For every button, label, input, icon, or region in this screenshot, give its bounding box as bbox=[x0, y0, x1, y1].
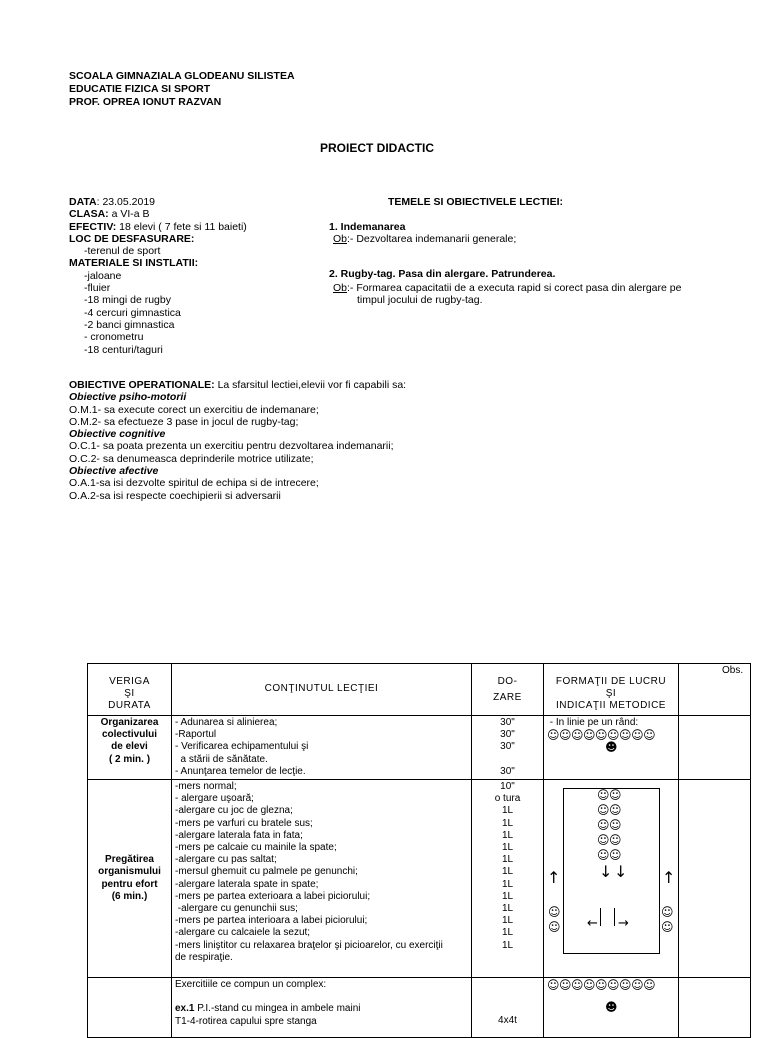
dozare-line bbox=[475, 754, 540, 766]
objective-oa1: O.A.1-sa isi dezvolte spiritul de echipa si de intrecere; bbox=[69, 477, 319, 490]
header-line: INDICAŢII METODICE bbox=[556, 700, 666, 712]
cognitive-title: Obiective cognitive bbox=[69, 428, 166, 441]
objective-oc2: O.C.2- sa denumeasca deprinderile motrice utilizate; bbox=[69, 452, 314, 465]
obs-cell bbox=[679, 780, 751, 978]
running-track-diagram bbox=[544, 780, 678, 976]
teacher-name: PROF. OPREA IONUT RAZVAN bbox=[69, 96, 222, 108]
date-value: : 23.05.2019 bbox=[96, 196, 155, 208]
content-line: -alergare cu joc de glezna; bbox=[175, 805, 293, 817]
content-line: a stării de sănătate. bbox=[175, 753, 268, 765]
header-line: DO- bbox=[497, 676, 518, 687]
dozare-line: 1L bbox=[501, 903, 514, 915]
materials-label: MATERIALE SI INSTLATII: bbox=[69, 257, 199, 270]
material-item: - cronometru bbox=[84, 331, 144, 344]
theme-1-title: 1. Indemanarea bbox=[329, 221, 406, 233]
dozare-line: 10" bbox=[500, 781, 515, 793]
students-label: EFECTIV: bbox=[69, 220, 117, 233]
dozare-line: 30" bbox=[500, 765, 515, 777]
content-line bbox=[175, 991, 468, 1003]
dozare-complex bbox=[472, 978, 544, 1038]
header-obs bbox=[679, 664, 751, 716]
objective-om2: O.M.2- sa efectueze 3 pase in jocul de rugby-tag; bbox=[69, 415, 299, 428]
lesson-info bbox=[69, 196, 247, 356]
content-line: - alergare uşoară; bbox=[175, 793, 254, 805]
arrow-down-icon: ↓ bbox=[599, 862, 613, 882]
dozare-line: 1L bbox=[501, 829, 514, 841]
content-line: - Anunţarea temelor de lecţie. bbox=[175, 765, 306, 777]
formatii-complex bbox=[544, 978, 679, 1038]
header-line: FORMAŢII DE LUCRU bbox=[555, 676, 667, 687]
content-pregatire bbox=[172, 780, 472, 978]
header-line: ŞI bbox=[605, 688, 617, 700]
content-line: -alergare cu pas saltat; bbox=[175, 854, 277, 866]
content-line: -mers pe partea interioara a labei piciorului; bbox=[175, 915, 368, 927]
content-line: de respiraţie. bbox=[175, 951, 233, 963]
lesson-table bbox=[87, 663, 751, 1038]
student-pair: ☺☺ bbox=[597, 818, 622, 833]
formatii-pregatire bbox=[544, 780, 679, 978]
objective-label: Ob bbox=[333, 233, 348, 245]
objective-oc1: O.C.1- sa poata prezenta un exercitiu pentru dezvoltarea indemanarii; bbox=[69, 440, 394, 453]
dozare-pregatire bbox=[472, 780, 544, 978]
dozare-line: 30" bbox=[500, 729, 515, 741]
teacher-icon: ☻ bbox=[604, 740, 617, 755]
page-title: PROIECT DIDACTIC bbox=[320, 141, 434, 155]
dozare-line: o tura bbox=[494, 793, 521, 805]
dozare-organizare bbox=[472, 716, 544, 780]
dozare-line: 1L bbox=[501, 890, 514, 902]
theme-2-objective-cont: timpul jocului de rugby-tag. bbox=[357, 294, 483, 306]
arrow-down-icon: ↓ bbox=[614, 862, 628, 882]
header-continut: CONŢINUTUL LECŢIEI bbox=[172, 664, 472, 716]
content-line: - Adunarea si alinierea; bbox=[175, 717, 278, 728]
material-item: -18 centuri/taguri bbox=[84, 343, 163, 356]
school-name: SCOALA GIMNAZIALA GLODEANU SILISTEA bbox=[69, 70, 295, 82]
veriga-line: Organizarea bbox=[100, 717, 159, 728]
objectives-intro: La sfarsitul lectiei,elevii vor fi capabili sa: bbox=[214, 379, 407, 391]
formation-text: - In linie pe un rând: bbox=[547, 717, 639, 728]
theme-2-title: 2. Rugby-tag. Pasa din alergare. Patrunderea. bbox=[329, 268, 556, 280]
operational-objectives bbox=[69, 379, 406, 502]
student-icon: ☺ bbox=[548, 905, 561, 920]
date-label: DATA bbox=[69, 196, 97, 208]
location-label: LOC DE DESFASURARE: bbox=[69, 232, 195, 245]
table-header-row bbox=[88, 664, 751, 716]
teacher-icon: ☻ bbox=[604, 1000, 617, 1015]
content-line: -mers pe varfuri cu bratele sus; bbox=[175, 817, 313, 829]
objective-text: :- Formarea capacitatii de a executa rapid si corect pasa din alergare pe bbox=[347, 282, 682, 294]
content-line: Exercitiile ce compun un complex: bbox=[175, 979, 327, 991]
obs-cell bbox=[679, 716, 751, 780]
subject-name: EDUCATIE FIZICA SI SPORT bbox=[69, 83, 211, 95]
location-value: -terenul de sport bbox=[84, 245, 161, 258]
header-line: DURATA bbox=[108, 700, 151, 712]
affective-title: Obiective afective bbox=[69, 465, 159, 478]
objective-text: :- Dezvoltarea indemanarii generale; bbox=[347, 233, 517, 245]
dozare-line: 1L bbox=[501, 805, 514, 817]
dozare-line: 1L bbox=[501, 915, 514, 927]
header-veriga bbox=[88, 664, 172, 716]
dozare-line: 1L bbox=[501, 842, 514, 854]
objective-om1: O.M.1- sa execute corect un exercitiu de indemanare; bbox=[69, 403, 319, 416]
student-pair: ☺☺ bbox=[597, 803, 622, 818]
student-line-formation: ☺☺☺☺☺☺☺☺☺ bbox=[547, 728, 656, 743]
content-line: -alergare laterala fata in fata; bbox=[175, 829, 303, 841]
divider-line bbox=[600, 908, 601, 926]
material-item: -2 banci gimnastica bbox=[84, 318, 175, 331]
dozare-line: 1L bbox=[501, 866, 514, 878]
content-line: -mers normal; bbox=[175, 781, 237, 793]
student-icon: ☺ bbox=[661, 905, 674, 920]
veriga-line: pentru efort bbox=[101, 878, 158, 890]
material-item: -4 cercuri gimnastica bbox=[84, 306, 181, 319]
formatii-organizare bbox=[544, 716, 679, 780]
content-line: -alergare cu genunchii sus; bbox=[175, 903, 298, 915]
arrow-up-icon: ↑ bbox=[547, 868, 561, 888]
table-row bbox=[88, 716, 751, 780]
content-line: -Raportul bbox=[175, 729, 217, 741]
veriga-cell bbox=[88, 978, 172, 1038]
material-item: -18 mingi de rugby bbox=[84, 294, 171, 307]
student-pair: ☺☺ bbox=[597, 848, 622, 863]
material-item: -jaloane bbox=[84, 269, 122, 282]
header-dozare bbox=[472, 664, 544, 716]
objectives-label: OBIECTIVE OPERATIONALE: bbox=[69, 379, 215, 391]
content-line: -mers pe calcaie cu mainile la spate; bbox=[175, 842, 337, 854]
exercise-text: P.I.-stand cu mingea in ambele maini bbox=[194, 1003, 361, 1015]
student-pair: ☺☺ bbox=[597, 833, 622, 848]
objective-label: Ob bbox=[333, 282, 348, 294]
dozare-line: 1L bbox=[501, 927, 514, 939]
veriga-line: Pregătirea bbox=[105, 854, 154, 866]
theme-2-objective bbox=[333, 282, 681, 294]
material-item: -fluier bbox=[84, 282, 111, 295]
dozare-line: 1L bbox=[501, 854, 514, 866]
divider-line bbox=[614, 908, 615, 926]
arrow-up-icon: ↑ bbox=[662, 868, 676, 888]
header-line: ZARE bbox=[493, 692, 522, 704]
student-pair: ☺☺ bbox=[597, 788, 622, 803]
exercise-label: ex.1 bbox=[175, 1003, 195, 1015]
content-line: T1-4-rotirea capului spre stanga bbox=[175, 1015, 317, 1027]
table-row bbox=[88, 978, 751, 1038]
content-line: -alergare cu calcaiele la sezut; bbox=[175, 927, 311, 939]
header-formatii bbox=[544, 664, 679, 716]
table-row bbox=[88, 780, 751, 978]
content-line: -mersul ghemuit cu palmele pe genunchi; bbox=[175, 866, 358, 878]
dozare-line: 1L bbox=[501, 817, 514, 829]
header-line: VERIGA bbox=[109, 676, 150, 687]
theme-1-objective bbox=[333, 233, 516, 245]
dozare-line: 1L bbox=[501, 878, 514, 890]
students-value: 18 elevi ( 7 fete si 11 baieti) bbox=[116, 220, 247, 233]
content-line bbox=[175, 1003, 468, 1015]
obs-cell bbox=[679, 978, 751, 1038]
veriga-line: organismului bbox=[98, 866, 161, 878]
student-line-formation: ☺☺☺☺☺☺☺☺☺ bbox=[547, 978, 656, 993]
dozare-line: 1L bbox=[501, 939, 514, 951]
header-line: ŞI bbox=[124, 688, 135, 700]
class-value: a VI-a B bbox=[108, 208, 150, 221]
themes-heading: TEMELE SI OBIECTIVELE LECTIEI: bbox=[388, 196, 564, 208]
content-organizare bbox=[172, 716, 472, 780]
veriga-line: colectivului bbox=[101, 729, 157, 741]
veriga-line: de elevi bbox=[111, 741, 148, 753]
header-line: Obs. bbox=[722, 665, 744, 676]
psychomotor-title: Obiective psiho-motorii bbox=[69, 391, 187, 404]
objective-oa2: O.A.2-sa isi respecte coechipierii si adversarii bbox=[69, 489, 281, 502]
student-icon: ☺ bbox=[548, 920, 561, 935]
content-line: -mers liniştitor cu relaxarea braţelor şi picioarelor, cu exerciţii bbox=[175, 939, 443, 951]
veriga-line: ( 2 min. ) bbox=[108, 753, 151, 765]
arrow-left-icon: ← bbox=[587, 916, 598, 932]
dozare-line: 30" bbox=[500, 741, 515, 753]
class-label: CLASA: bbox=[69, 208, 109, 221]
content-line: - Verificarea echipamentului şi bbox=[175, 741, 309, 753]
student-icon: ☺ bbox=[661, 920, 674, 935]
dozare-line: 30" bbox=[500, 717, 515, 728]
content-line: -alergare laterala spate in spate; bbox=[175, 878, 319, 890]
content-complex bbox=[172, 978, 472, 1038]
content-line: -mers pe partea exterioara a labei piciorului; bbox=[175, 890, 371, 902]
veriga-line: (6 min.) bbox=[111, 890, 148, 902]
veriga-organizare bbox=[88, 716, 172, 780]
veriga-pregatire bbox=[88, 780, 172, 978]
arrow-right-icon: → bbox=[618, 916, 629, 932]
dozare-line: 4x4t bbox=[498, 1015, 517, 1027]
